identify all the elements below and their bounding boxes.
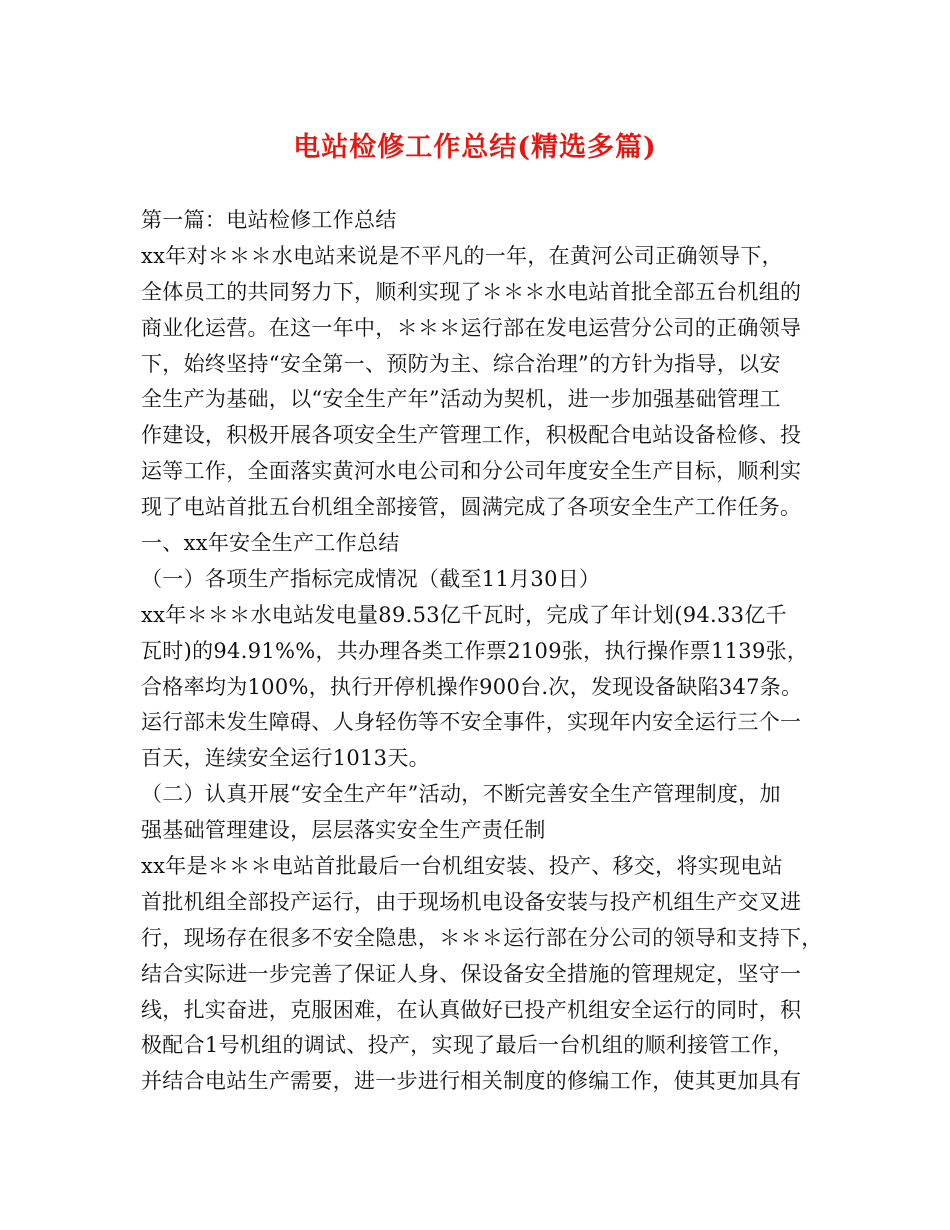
text-line: （一）各项生产指标完成情况（截至11月30日） [141, 566, 601, 591]
text-line: 行，现场存在很多不安全隐患，＊＊＊运行部在分公司的领导和支持下， [141, 925, 823, 950]
text-line: xx年对＊＊＊水电站来说是不平凡的一年，在黄河公司正确领导下， [141, 243, 783, 268]
text-line: 商业化运营。在这一年中，＊＊＊运行部在发电运营分公司的正确领导 [141, 315, 802, 340]
text-line: 作建设，积极开展各项安全生产管理工作，积极配合电站设备检修、投 [141, 423, 802, 448]
text-line: xx年是＊＊＊电站首批最后一台机组安装、投产、移交，将实现电站 [141, 854, 783, 879]
text-line: 合格率均为100%，执行开停机操作900台.次，发现设备缺陷347条。 [141, 674, 803, 699]
text-line: 全生产为基础，以“安全生产年”活动为契机，进一步加强基础管理工 [141, 387, 781, 412]
text-line: 并结合电站生产需要，进一步进行相关制度的修编工作，使其更加具有 [141, 1069, 802, 1094]
text-line: 运等工作，全面落实黄河水电公司和分公司年度安全生产目标，顺利实 [141, 459, 802, 484]
text-line: 第一篇：电站检修工作总结 [141, 208, 397, 232]
text-line: 百天，连续安全运行1013天。 [141, 746, 430, 771]
document-title: 电站检修工作总结(精选多篇) [293, 132, 657, 163]
text-line: 运行部未发生障碍、人身轻伤等不安全事件，实现年内安全运行三个一 [141, 710, 802, 735]
text-line: 结合实际进一步完善了保证人身、保设备安全措施的管理规定，坚守一 [141, 961, 802, 986]
text-line: xx年＊＊＊水电站发电量89.53亿千瓦时，完成了年计划(94.33亿千 [141, 602, 787, 627]
document-body [141, 203, 831, 1100]
text-line: 极配合1号机组的调试、投产，实现了最后一台机组的顺利接管工作， [141, 1033, 794, 1058]
text-line: 首批机组全部投产运行，由于现场机电设备安装与投产机组生产交叉进 [141, 889, 802, 914]
text-line: （二）认真开展“安全生产年”活动，不断完善安全生产管理制度，加 [141, 782, 781, 807]
text-line: 线，扎实奋进，克服困难，在认真做好已投产机组安全运行的同时，积 [141, 997, 802, 1022]
text-line: 一、xx年安全生产工作总结 [141, 531, 400, 556]
text-line: 下，始终坚持“安全第一、预防为主、综合治理”的方针为指导，以安 [141, 351, 781, 376]
text-line: 现了电站首批五台机组全部接管，圆满完成了各项安全生产工作任务。 [141, 495, 802, 520]
text-line: 强基础管理建设，层层落实安全生产责任制 [141, 818, 546, 843]
text-line: 瓦时)的94.91%%，共办理各类工作票2109张，执行操作票1139张， [141, 638, 809, 663]
text-line: 全体员工的共同努力下，顺利实现了＊＊＊水电站首批全部五台机组的 [141, 279, 802, 304]
